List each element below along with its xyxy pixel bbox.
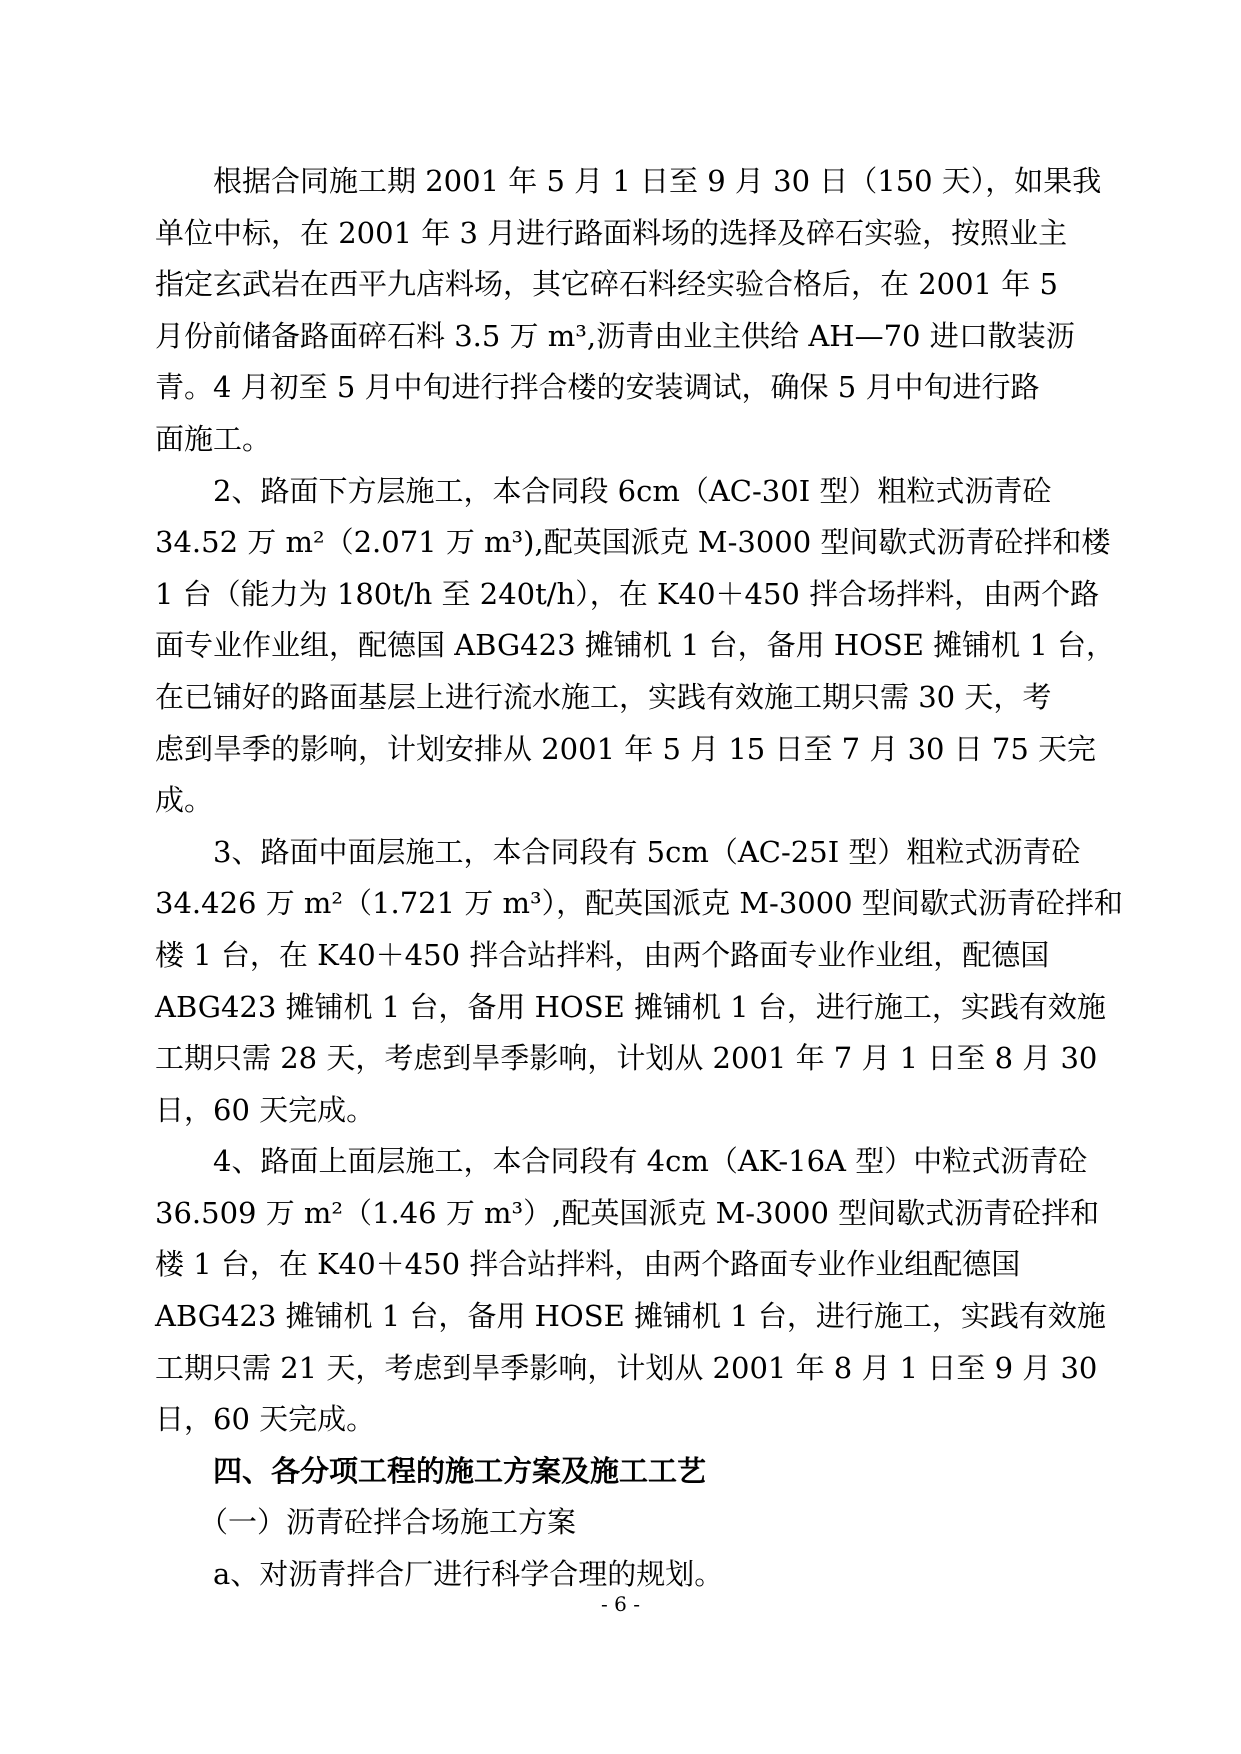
- text-line: 在已铺好的路面基层上进行流水施工，实践有效施工期只需 30 天，考: [155, 679, 1052, 714]
- text-line: 日，60 天完成。: [155, 1402, 376, 1437]
- text-line: 楼 1 台，在 K40＋450 拌合站拌料，由两个路面专业作业组配德国: [155, 1247, 1021, 1282]
- text-line: 工期只需 21 天，考虑到旱季影响，计划从 2001 年 8 月 1 日至 9 月 30: [155, 1350, 1098, 1385]
- text-line: 工期只需 28 天，考虑到旱季影响，计划从 2001 年 7 月 1 日至 8 月 30: [155, 1041, 1098, 1076]
- paragraph-lower-layer: [155, 466, 1116, 827]
- text-line: 36.509 万 m²（1.46 万 m³）,配英国派克 M-3000 型间歇式沥青砼拌和: [155, 1195, 1100, 1230]
- paragraph-middle-layer: [155, 827, 1123, 1137]
- text-line: 面专业作业组，配德国 ABG423 摊铺机 1 台，备用 HOSE 摊铺机 1 台，: [155, 628, 1116, 663]
- text-line: 日，60 天完成。: [155, 1092, 376, 1127]
- text-line: ABG423 摊铺机 1 台，备用 HOSE 摊铺机 1 台，进行施工，实践有效施: [155, 989, 1106, 1024]
- text-line: 虑到旱季的影响，计划安排从 2001 年 5 月 15 日至 7 月 30 日 75 天完: [155, 731, 1097, 766]
- text-line: 指定玄武岩在西平九店料场，其它碎石料经实验合格后，在 2001 年 5: [155, 267, 1058, 302]
- text-line: 成。: [155, 783, 214, 818]
- section-heading: 四、各分项工程的施工方案及施工工艺: [213, 1453, 707, 1488]
- text-line: 34.426 万 m²（1.721 万 m³），配英国派克 M-3000 型间歇式沥青砼拌和: [155, 886, 1123, 921]
- text-line: 单位中标，在 2001 年 3 月进行路面料场的选择及碎石实验，按照业主: [155, 215, 1068, 250]
- text-line: 月份前储备路面碎石料 3.5 万 m³,沥青由业主供给 AH—70 进口散装沥: [155, 318, 1075, 353]
- page-number: - 6 -: [601, 1592, 640, 1616]
- list-item: a、对沥青拌合厂进行科学合理的规划。: [213, 1557, 724, 1592]
- text-line: 4、路面上面层施工，本合同段有 4cm（AK-16A 型）中粒式沥青砼: [213, 1144, 1088, 1179]
- text-line: ABG423 摊铺机 1 台，备用 HOSE 摊铺机 1 台，进行施工，实践有效施: [155, 1299, 1106, 1334]
- paragraph-upper-layer: [155, 1136, 1106, 1446]
- text-line: 2、路面下方层施工，本合同段 6cm（AC-30I 型）粗粒式沥青砼: [213, 473, 1052, 508]
- text-line: 3、路面中面层施工，本合同段有 5cm（AC-25I 型）粗粒式沥青砼: [213, 834, 1081, 869]
- document-body: [155, 156, 1123, 1601]
- text-line: 1 台（能力为 180t/h 至 240t/h），在 K40＋450 拌合场拌料，由两个路: [155, 576, 1100, 611]
- subsection-heading: （一）沥青砼拌合场施工方案: [199, 1505, 577, 1540]
- paragraph-schedule-overview: [155, 156, 1102, 466]
- text-line: 楼 1 台，在 K40＋450 拌合站拌料，由两个路面专业作业组，配德国: [155, 937, 1050, 972]
- text-line: 34.52 万 m²（2.071 万 m³),配英国派克 M-3000 型间歇式沥青砼拌和楼: [155, 525, 1111, 560]
- text-line: 根据合同施工期 2001 年 5 月 1 日至 9 月 30 日（150 天），如果我: [213, 164, 1102, 198]
- text-line: 青。4 月初至 5 月中旬进行拌合楼的安装调试，确保 5 月中旬进行路: [155, 370, 1040, 405]
- text-line: 面施工。: [155, 421, 272, 456]
